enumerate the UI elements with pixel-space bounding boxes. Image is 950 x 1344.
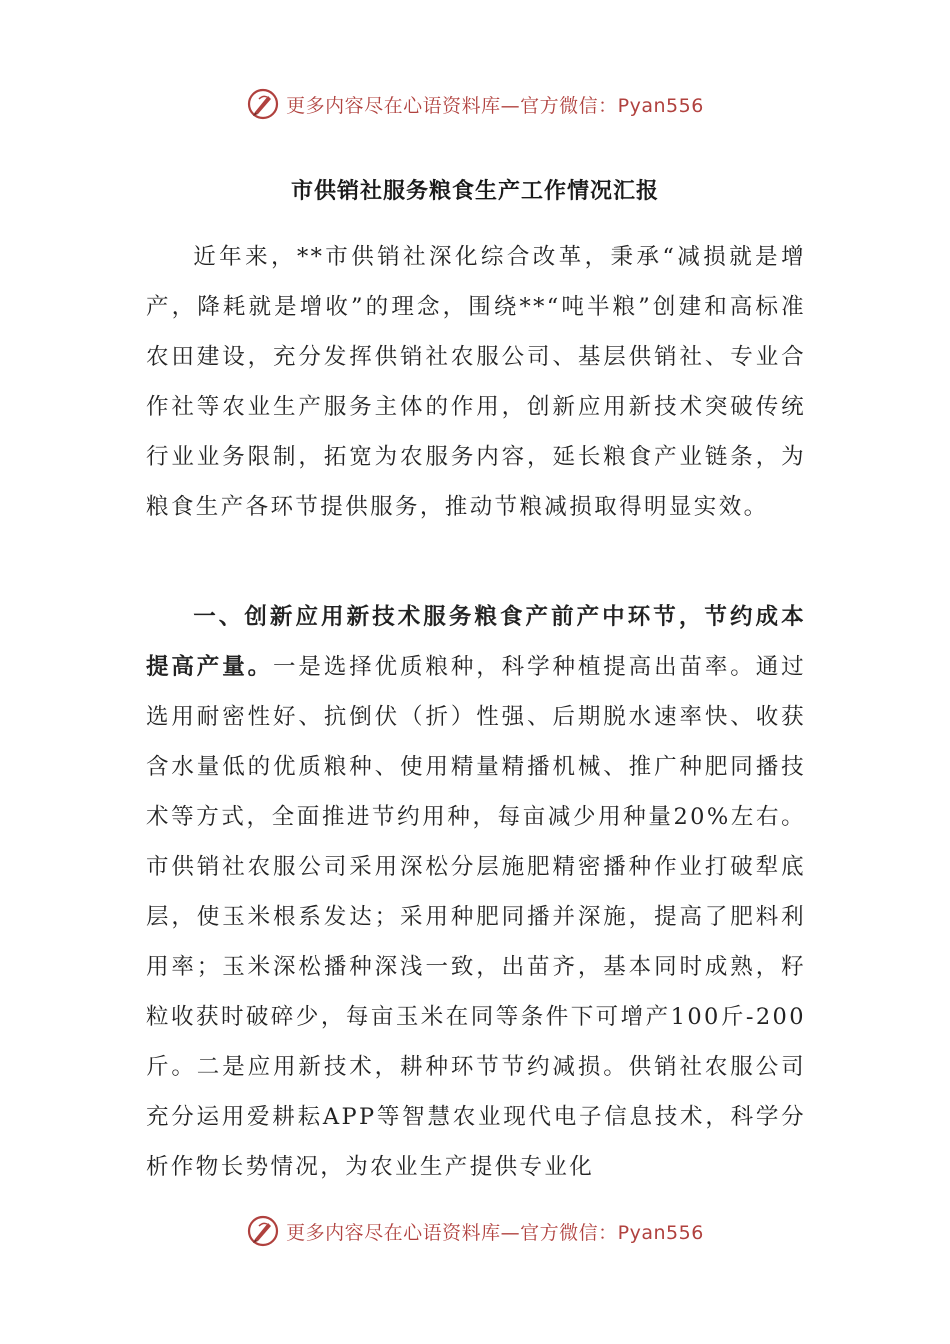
pen-logo-icon — [246, 87, 280, 121]
paragraph-intro: 近年来，**市供销社深化综合改革，秉承“减损就是增产，降耗就是增收”的理念，围绕**“吨半粮”创建和高标准农田建设，充分发挥供销社农服公司、基层供销社、专业合作社等农业生产服务主体的作用，创新应用新技术突破传统行业业务限制，拓宽为农服务内容，延长粮食产业链条，为粮食生产各环节提供服务，推动节粮减损取得明显实效。 — [146, 244, 806, 520]
section-one-heading: 一、创新应用新技术服务粮食产前产中环节，节约成本提高产量。 — [146, 604, 806, 680]
watermark-text: 更多内容尽在心语资料库—官方微信：Pyan556 — [286, 94, 704, 117]
document-title: 市供销社服务粮食生产工作情况汇报 — [290, 178, 659, 204]
paragraph-section-one — [146, 592, 806, 1192]
section-one-body: 一是选择优质粮种，科学种植提高出苗率。通过选用耐密性好、抗倒伏（折）性强、后期脱水速率快、收获含水量低的优质粮种、使用精量精播机械、推广种肥同播技术等方式，全面推进节约用种，每亩减少用种量20%左右。市供销社农服公司采用深松分层施肥精密播种作业打破犁底层，使玉米根系发达；采用种肥同播并深施，提高了肥料利用率；玉米深松播种深浅一致，出苗齐，基本同时成熟，籽粒收获时破碎少，每亩玉米在同等条件下可增产100斤-200斤。二是应用新技术，耕种环节节约减损。供销社农服公司充分运用爱耕耘APP等智慧农业现代电子信息技术，科学分析作物长势情况，为农业生产提供专业化 — [146, 654, 806, 1180]
footer-watermark — [0, 1211, 950, 1251]
pen-logo-icon — [246, 1214, 280, 1248]
watermark-text: 更多内容尽在心语资料库—官方微信：Pyan556 — [286, 1221, 704, 1244]
header-watermark — [0, 84, 950, 124]
